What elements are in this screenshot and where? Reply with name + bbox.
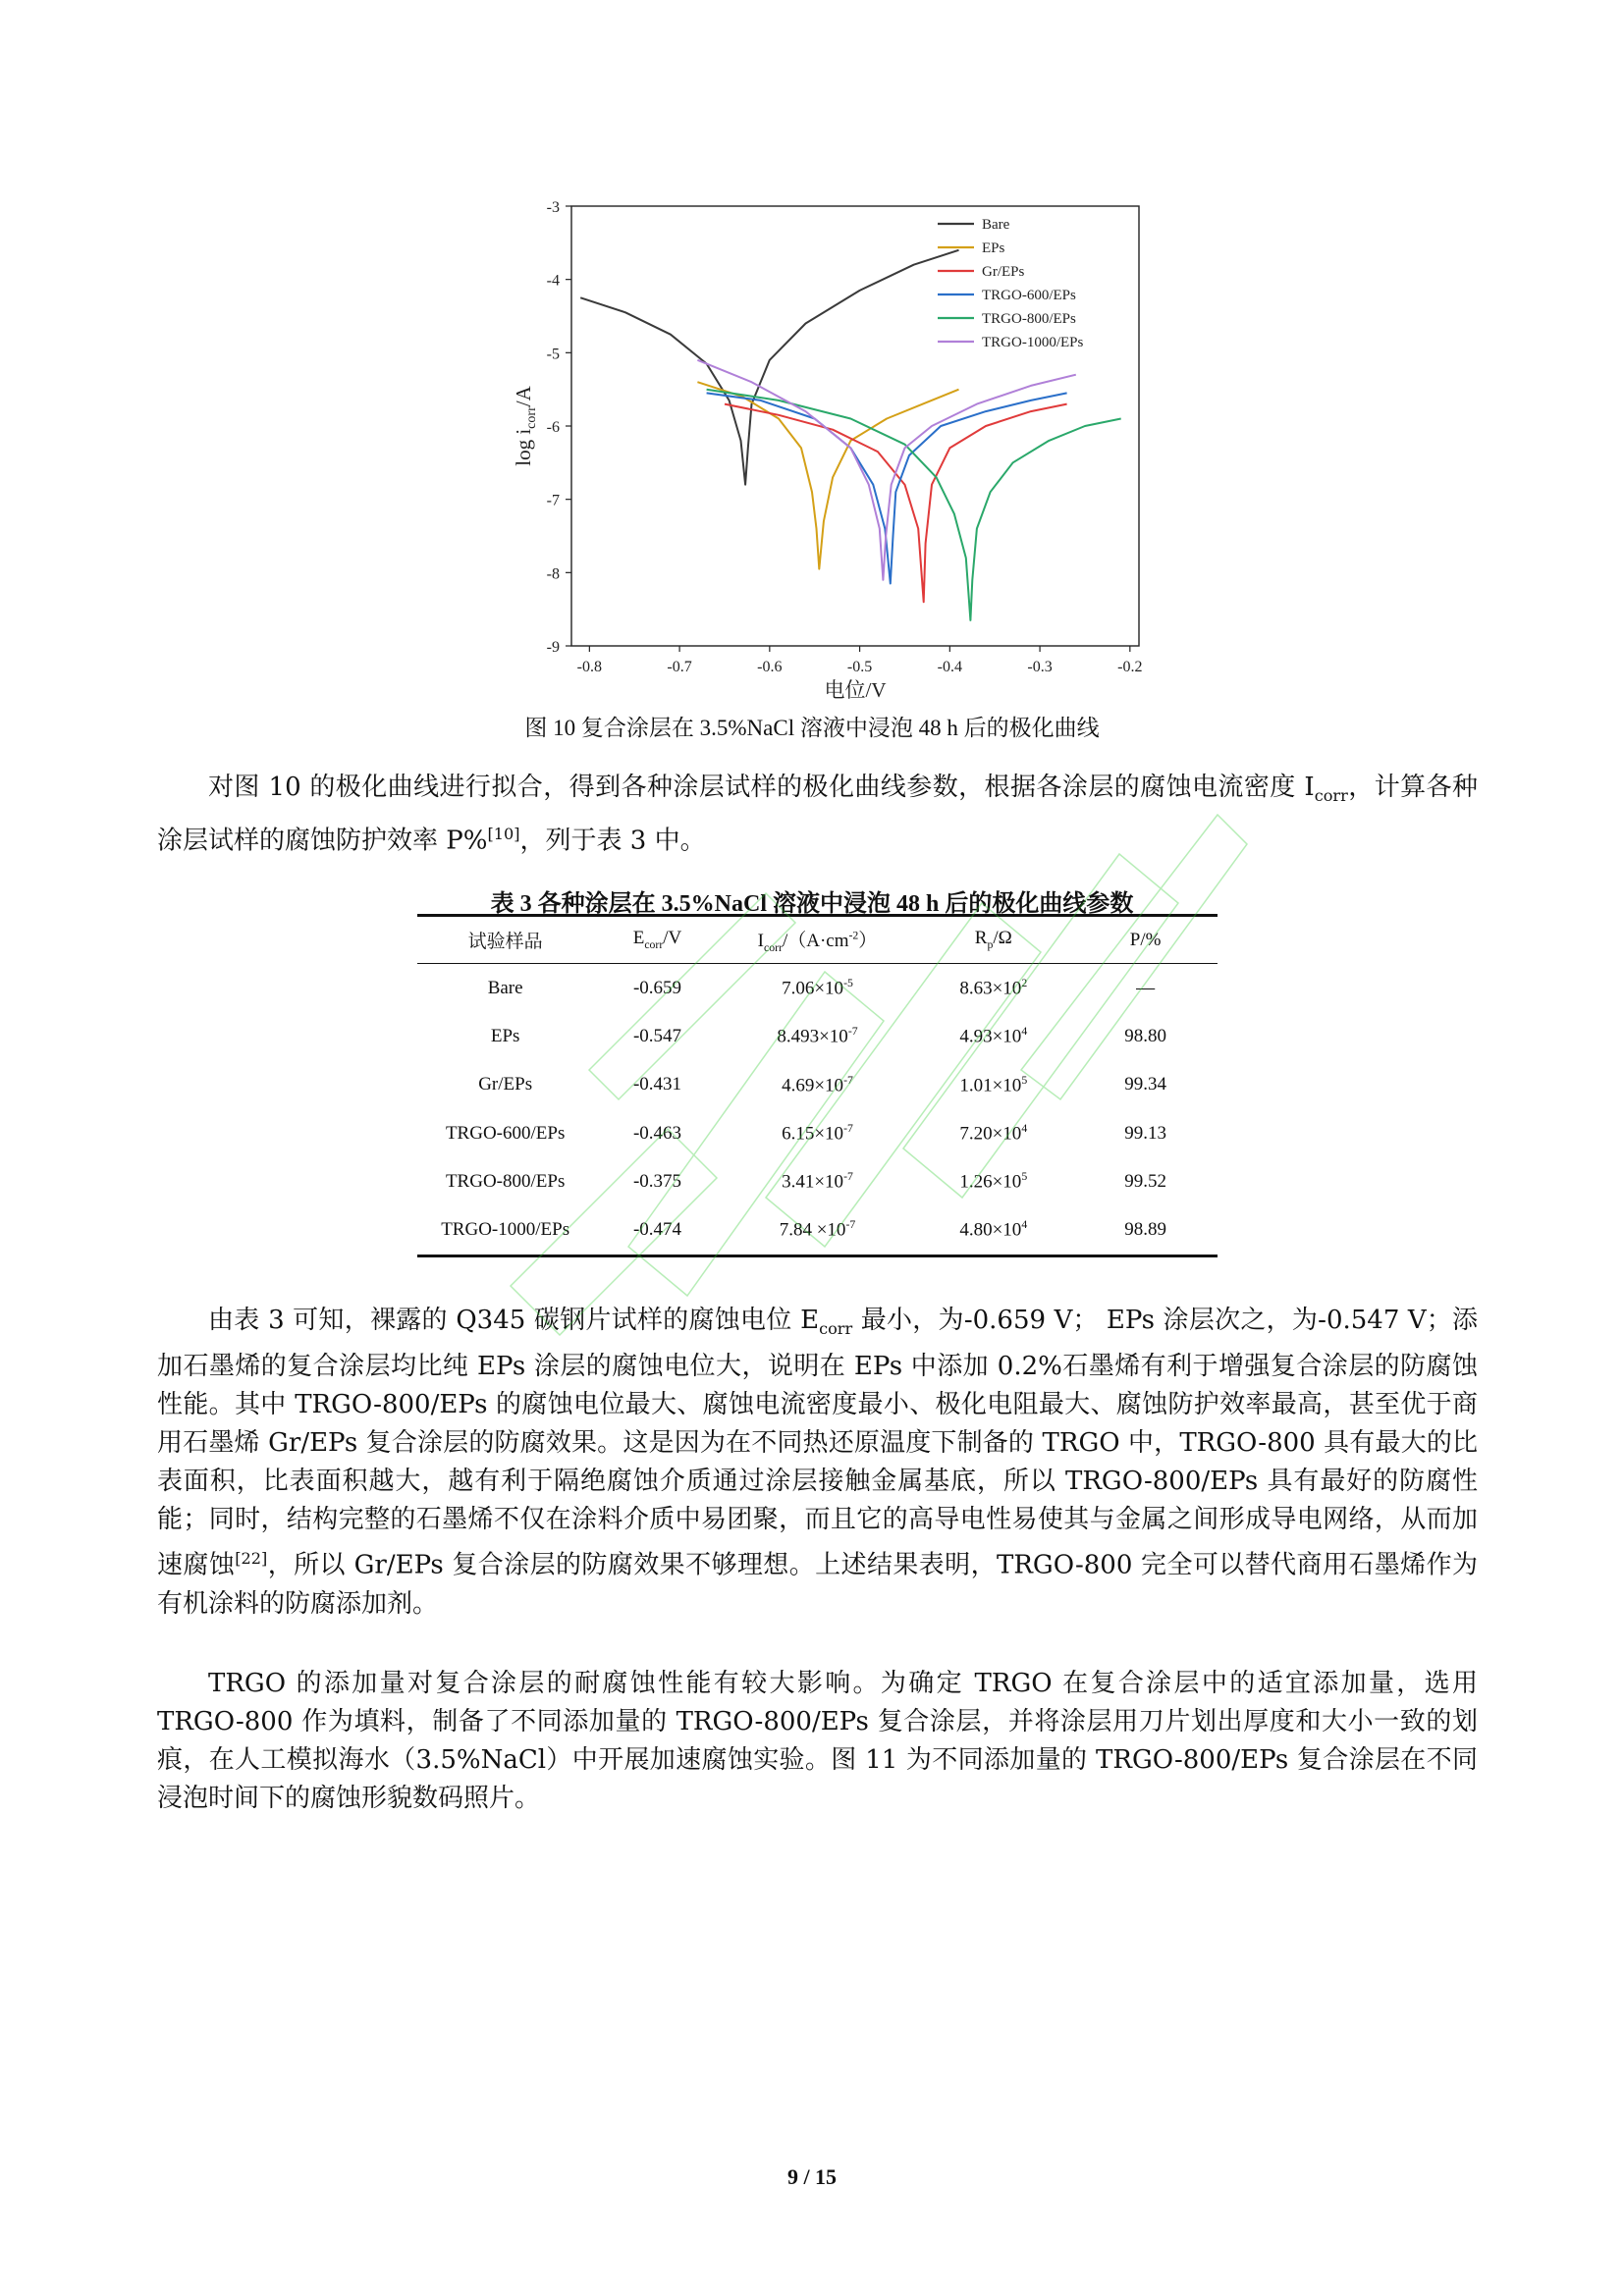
table-3 xyxy=(417,914,1218,1257)
y-tick-label: -7 xyxy=(546,492,560,509)
cell-sample: TRGO-800/EPs xyxy=(445,1170,566,1192)
p1-text-b: ，计算各种涂层试样的腐蚀防护效率 P% xyxy=(157,773,1478,856)
cell-ecorr: -0.547 xyxy=(632,1025,682,1046)
paragraph-1 xyxy=(157,769,1478,861)
y-tick-label: -6 xyxy=(546,419,560,436)
cell-ecorr: -0.474 xyxy=(632,1219,682,1241)
y-tick-label: -8 xyxy=(546,565,560,583)
th-p: P/% xyxy=(1129,929,1162,950)
th-sample: 试验样品 xyxy=(467,932,543,952)
chart-series xyxy=(580,250,1120,620)
p2-sub: corr xyxy=(819,1319,853,1339)
table-row xyxy=(417,1109,1218,1157)
cell-icorr: $4.69\times 10^{-7}$ xyxy=(782,1073,853,1095)
cell-sample: TRGO-1000/EPs xyxy=(441,1219,570,1241)
cell-rp: $8.63\times 10^2$ xyxy=(959,976,1028,999)
cell-ecorr: -0.659 xyxy=(632,977,682,998)
cell-rp: $4.93\times 10^4$ xyxy=(959,1025,1028,1047)
polarization-chart xyxy=(491,187,1159,717)
cell-icorr: $3.41\times 10^{-7}$ xyxy=(782,1170,853,1193)
legend-label: TRGO-600/EPs xyxy=(982,288,1076,303)
x-tick-label: -0.5 xyxy=(846,659,873,675)
table-header-row xyxy=(417,916,1218,964)
x-tick-label: -0.6 xyxy=(757,659,783,675)
p2-ref: [22] xyxy=(235,1549,268,1569)
y-tick-label: -4 xyxy=(546,272,560,290)
chart-svg xyxy=(491,187,1159,717)
series-line-bare xyxy=(580,250,958,485)
table-row xyxy=(417,1157,1218,1205)
cell-icorr: $8.493\times 10^{-7}$ xyxy=(777,1025,858,1047)
th-ecorr: $E_{corr}/V$ xyxy=(632,928,682,951)
cell-ecorr: -0.431 xyxy=(632,1074,682,1095)
p1-ref: [10] xyxy=(487,825,520,844)
cell-p: — xyxy=(1136,977,1156,998)
p1-text-a: 对图 10 的极化曲线进行拟合，得到各种涂层试样的极化曲线参数，根据各涂层的腐蚀电流密度 I xyxy=(208,773,1315,802)
p2-text-b: 最小，为-0.659 V； EPs 涂层次之，为-0.547 V；添加石墨烯的复合涂层均比纯 EPs 涂层的腐蚀电位大，说明在 EPs 中添加 0.2%石墨烯有利于增强复合涂层的防腐蚀性能。其中 TRGO-800/EPs 的腐蚀电位最大、腐蚀电流密度最小、极化电阻最大、腐蚀防护效率最高，甚至优于商用石墨烯 Gr/EPs 复合涂层的防腐效果。这是因为在不同热还原温度下制备的 TRGO 中，TRGO-800 具有最大的比表面积，比表面积越大，越有利于隔绝腐蚀介质通过涂层接触金属基底，所以 TRGO-800/EPs 具有最好的防腐性能；同时，结构完整的石墨烯不仅在涂料介质中易团聚，而且它的高导电性易使其与金属之间形成导电网络，从而加速腐蚀 xyxy=(157,1306,1478,1580)
p2-text-c: ，所以 Gr/EPs 复合涂层的防腐效果不够理想。上述结果表明，TRGO-800 完全可以替代商用石墨烯作为有机涂料的防腐添加剂。 xyxy=(157,1550,1478,1619)
table-row xyxy=(417,964,1218,1013)
series-line-trgo-600-eps xyxy=(707,393,1067,583)
cell-icorr: $7.84 \times 10^{-7}$ xyxy=(779,1218,856,1241)
p2-text-a: 由表 3 可知，裸露的 Q345 碳钢片试样的腐蚀电位 E xyxy=(208,1306,820,1335)
cell-p: 99.52 xyxy=(1124,1170,1167,1192)
th-icorr: $I_{corr}/(A\cdot cm^{-2})$ xyxy=(757,929,878,954)
legend-label: EPs xyxy=(982,240,1005,256)
x-tick-label: -0.4 xyxy=(937,659,962,675)
cell-icorr: $6.15\times 10^{-7}$ xyxy=(782,1121,853,1145)
chart-legend xyxy=(938,217,1084,350)
paragraph-2 xyxy=(157,1302,1478,1624)
legend-label: Gr/EPs xyxy=(982,264,1025,280)
cell-p: 99.13 xyxy=(1124,1122,1167,1144)
x-tick-label: -0.7 xyxy=(667,659,692,675)
cell-icorr: $7.06\times 10^{-5}$ xyxy=(782,976,853,999)
table-row xyxy=(417,1061,1218,1109)
x-axis-label: 电位/V xyxy=(824,678,887,702)
plot-frame xyxy=(571,206,1139,646)
p1-text-c: ，列于表 3 中。 xyxy=(519,826,706,856)
y-tick-label: -9 xyxy=(546,639,560,656)
cell-rp: $4.80\times 10^4$ xyxy=(959,1218,1028,1241)
y-tick-label: -5 xyxy=(546,346,560,363)
y-tick-label: -3 xyxy=(546,199,560,216)
x-tick-label: -0.8 xyxy=(576,659,603,675)
cell-sample: EPs xyxy=(490,1025,520,1046)
table-row xyxy=(417,1205,1218,1255)
p1-sub: corr xyxy=(1314,786,1348,806)
x-tick-label: -0.2 xyxy=(1117,659,1143,675)
cell-sample: Gr/EPs xyxy=(478,1074,533,1095)
cell-ecorr: -0.375 xyxy=(632,1170,682,1192)
table-body xyxy=(417,964,1218,1256)
cell-sample: TRGO-600/EPs xyxy=(445,1122,566,1144)
x-tick-label: -0.3 xyxy=(1027,659,1053,675)
figure-caption: 图 10 复合涂层在 3.5%NaCl 溶液中浸泡 48 h 后的极化曲线 xyxy=(524,716,1100,740)
table-row xyxy=(417,1012,1218,1060)
cell-sample: Bare xyxy=(487,977,523,998)
cell-rp: $1.01\times 10^5$ xyxy=(959,1073,1028,1095)
legend-label: Bare xyxy=(982,217,1010,233)
cell-rp: $7.20\times 10^4$ xyxy=(959,1121,1028,1145)
cell-p: 98.80 xyxy=(1124,1025,1167,1046)
chart-axes xyxy=(512,199,1142,702)
cell-ecorr: -0.463 xyxy=(632,1122,682,1144)
cell-rp: $1.26\times 10^5$ xyxy=(959,1170,1028,1193)
page-number: 9 / 15 xyxy=(786,2164,838,2189)
series-line-trgo-800-eps xyxy=(707,390,1121,620)
y-axis-label: $\log i_{corr}/A$ xyxy=(512,386,539,466)
th-rp: $R_p/\Omega$ xyxy=(974,928,1012,951)
table-title: 表 3 各种涂层在 3.5%NaCl 溶液中浸泡 48 h 后的极化曲线参数 xyxy=(490,891,1134,917)
cell-p: 99.34 xyxy=(1124,1074,1167,1095)
params-table xyxy=(417,914,1218,1257)
cell-p: 98.89 xyxy=(1124,1219,1167,1241)
legend-label: TRGO-1000/EPs xyxy=(982,335,1084,350)
paragraph-3: TRGO 的添加量对复合涂层的耐腐蚀性能有较大影响。为确定 TRGO 在复合涂层中的适宜添加量，选用 TRGO-800 作为填料，制备了不同添加量的 TRGO-800/EPs 复合涂层，并将涂层用刀片划出厚度和大小一致的划痕，在人工模拟海水（3.5%NaCl）中开展加速腐蚀实验。图 11 为不同添加量的 TRGO-800/EPs 复合涂层在不同浸泡时间下的腐蚀形貌数码照片。 xyxy=(157,1669,1478,1813)
legend-label: TRGO-800/EPs xyxy=(982,311,1076,327)
